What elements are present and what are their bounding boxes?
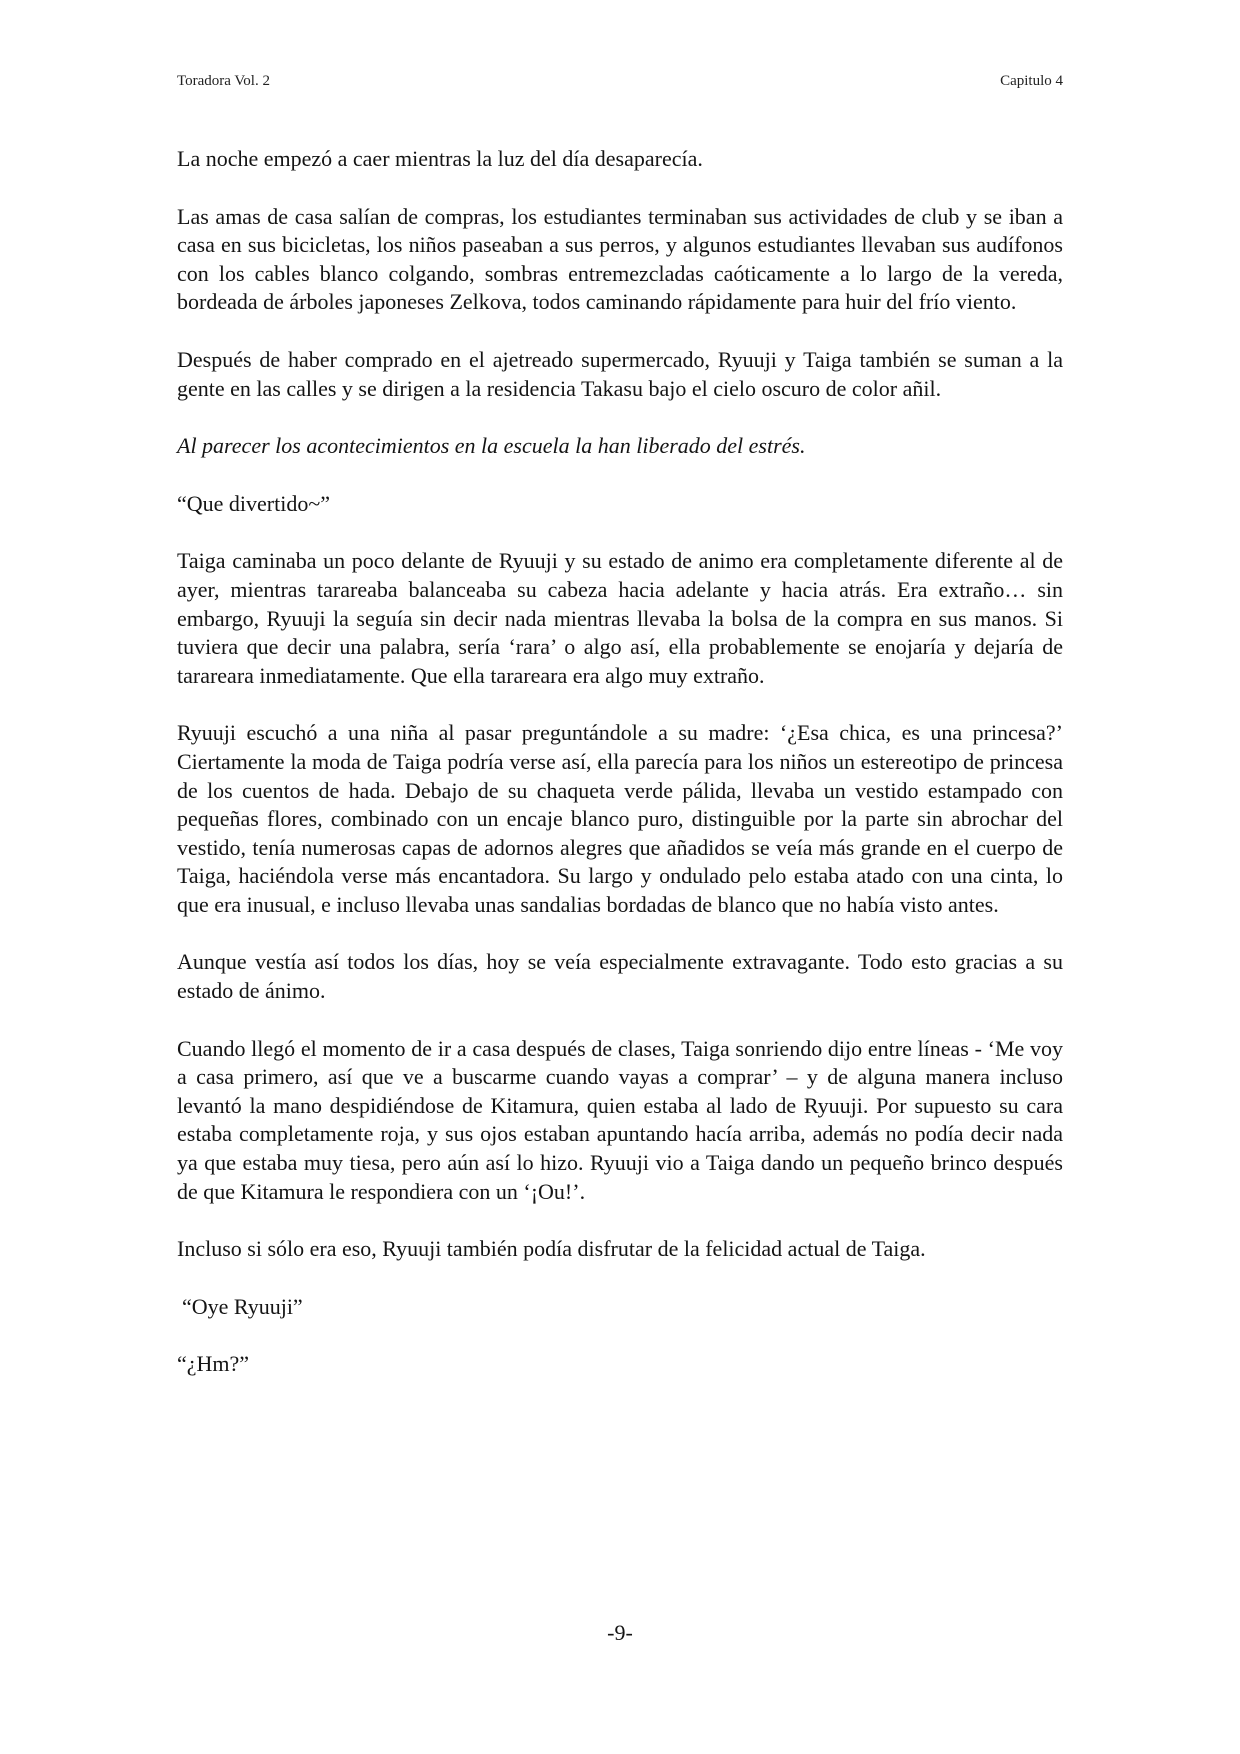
page-number: -9- bbox=[607, 1620, 633, 1645]
paragraph: Después de haber comprado en el ajetreado supermercado, Ryuuji y Taiga también se suman a la gente en las calles y se dirigen a la residencia Takasu bajo el cielo oscuro de color añil. bbox=[177, 346, 1063, 401]
chapter-body bbox=[177, 145, 1063, 1408]
paragraph: Taiga caminaba un poco delante de Ryuuji y su estado de animo era completamente diferente al de ayer, mientras tarareaba balanceaba su cabeza hacia adelante y hacia atrás. Era extraño… sin embargo, Ryuuji la seguía sin decir nada mientras llevaba la bolsa de la compra en sus manos. Si tuviera que decir una palabra, sería ‘rara’ o algo así, ella probablemente se enojaría y dejaría de tarareara inmediatamente. Que ella tarareara era algo muy extraño. bbox=[177, 548, 1063, 688]
dialogue-line: “¿Hm?” bbox=[177, 1351, 250, 1377]
dialogue-line: “Que divertido~” bbox=[177, 490, 331, 516]
header-book-title: Toradora Vol. 2 bbox=[177, 73, 270, 89]
paragraph: Cuando llegó el momento de ir a casa después de clases, Taiga sonriendo dijo entre líneas - ‘Me voy a casa primero, así que ve a buscarme cuando vayas a comprar’ – y de alguna manera incluso levantó la mano despidiéndose de Kitamura, quien estaba al lado de Ryuuji. Por supuesto su cara estaba completamente roja, y sus ojos estaban apuntando hacía arriba, además no podía decir nada ya que estaba muy tiesa, pero aún así lo hizo. Ryuuji vio a Taiga dando un pequeño brinco después de que Kitamura le respondiera con un ‘¡Ou!’. bbox=[177, 1035, 1063, 1204]
header-chapter: Capitulo 4 bbox=[1000, 73, 1063, 89]
paragraph: La noche empezó a caer mientras la luz del día desaparecía. bbox=[177, 146, 703, 171]
paragraph: Aunque vestía así todos los días, hoy se veía especialmente extravagante. Todo esto gracias a su estado de ánimo. bbox=[177, 949, 1063, 1004]
italic-thought-paragraph: Al parecer los acontecimientos en la escuela la han liberado del estrés. bbox=[177, 433, 806, 459]
dialogue-line: “Oye Ryuuji” bbox=[182, 1293, 303, 1319]
paragraph: Incluso si sólo era eso, Ryuuji también podía disfrutar de la felicidad actual de Taiga. bbox=[177, 1236, 926, 1262]
paragraph: Las amas de casa salían de compras, los estudiantes terminaban sus actividades de club y se iban a casa en sus bicicletas, los niños paseaban a sus perros, y algunos estudiantes llevaban sus audífonos con los cables blanco colgando, sombras entremezcladas caóticamente a lo largo de la vereda, bordeada de árboles japoneses Zelkova, todos caminando rápidamente para huir del frío viento. bbox=[177, 203, 1063, 315]
paragraph: Ryuuji escuchó a una niña al pasar preguntándole a su madre: ‘¿Esa chica, es una princesa?’ Ciertamente la moda de Taiga podría verse así, ella parecía para los niños un estereotipo de princesa de los cuentos de hada. Debajo de su chaqueta verde pálida, llevaba un vestido estampado con pequeñas flores, combinado con un encaje blanco puro, distinguible por la parte sin abrochar del vestido, tenía numerosas capas de adornos alegres que añadidos se veía más grande en el cuerpo de Taiga, haciéndola verse más encantadora. Su largo y ondulado pelo estaba atado con una cinta, lo que era inusual, e incluso llevaba unas sandalias bordadas de blanco que no había visto antes. bbox=[177, 720, 1063, 917]
